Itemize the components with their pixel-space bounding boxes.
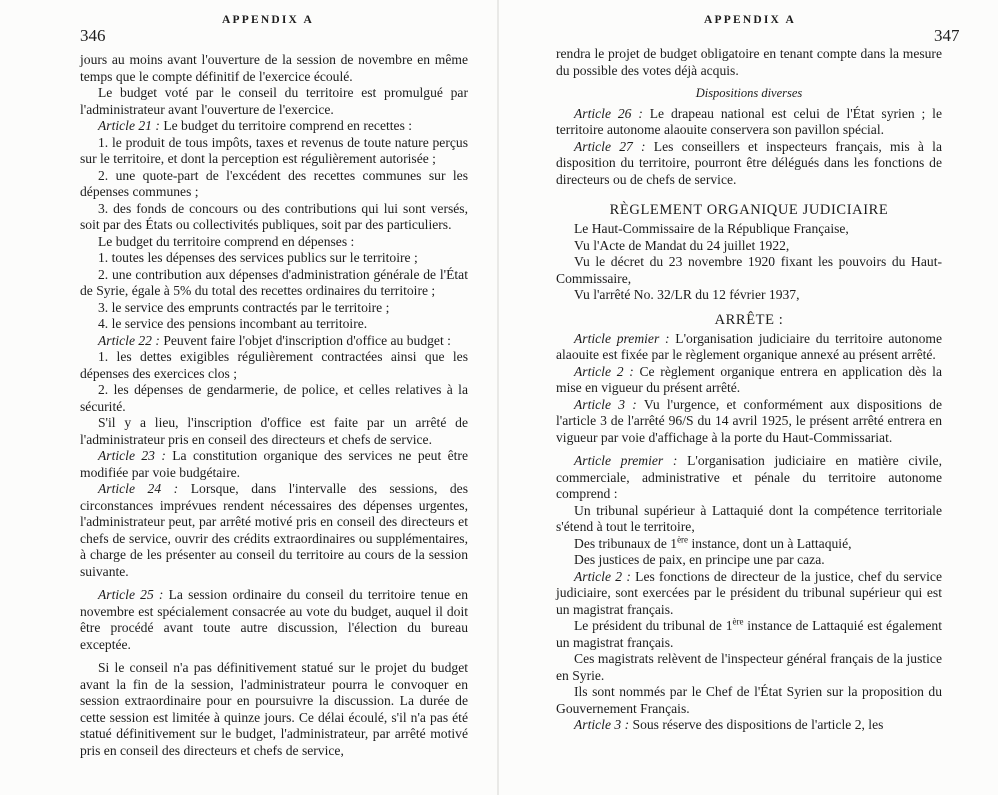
body-paragraph: Des justices de paix, en principe une par caza. [574,552,825,567]
left-text-column [80,52,468,759]
body-paragraph [80,168,468,201]
text-run: Le président du tribunal de 1 [574,618,733,633]
body-paragraph [80,135,468,168]
preamble-line: Vu le décret du 23 novembre 1920 fixant les pouvoirs du Haut-Commissaire, [556,254,942,286]
right-page [499,0,998,795]
article-text: Ce règlement organique entrera en application dès la mise en vigueur du présent arrêté. [556,363,942,395]
article-label: Article 27 : [574,138,646,154]
article-label: Article 25 : [98,587,164,602]
page-number: 347 [934,26,960,45]
page-number: 346 [80,26,106,45]
article-label: Article 2 : [574,568,631,584]
superscript: ère [677,533,689,544]
article-label: Article 22 : [98,332,160,348]
paragraph-text: 2. les dépenses de gendarmerie, de police, et celles relatives à la sécurité. [80,382,468,414]
body-paragraph [80,660,468,759]
paragraph-text: 1. les dettes exigibles régulièrement contractées ainsi que les dépenses des exercices clos ; [80,349,468,381]
article-label: Article 3 : [574,717,630,732]
preamble-line: Vu l'Acte de Mandat du 24 juillet 1922, [574,237,790,253]
article-text: Les fonctions de directeur de la justice, chef du service judiciaire, sont exercées par le président du tribunal supérieur qui est un magistrat français. [556,568,942,617]
article-text: Sous réserve des dispositions de l'article 2, les [629,717,884,732]
article-text: Le drapeau national est celui de l'État syrien ; le territoire autonome alaouite conservera son pavillon spécial. [556,105,942,137]
paragraph-text: 3. des fonds de concours ou des contributions qui lui sont versés, soit par des États ou collectivités publiques, soit par des particuliers. [80,200,468,232]
text-run: instance de Lattaquié est également un magistrat français. [556,618,942,650]
preamble-line: Le Haut-Commissaire de la République Française, [574,221,849,236]
article-paragraph [556,717,942,734]
paragraph-text: jours au moins avant l'ouverture de la session de novembre en même temps que le compte définitif de l'exercice écoulé. [80,52,468,84]
body-paragraph: Ils sont nommés par le Chef de l'État Syrien sur la proposition du Gouvernement Français. [556,684,942,716]
article-paragraph [80,481,468,580]
article-label: Article 26 : [574,105,643,121]
article-paragraph [556,364,942,397]
paragraph-text: S'il y a lieu, l'inscription d'office est faite par un arrêté de l'administrateur pris en conseil des directeurs et chefs de service. [80,415,468,447]
article-paragraph [556,139,942,189]
paragraph-text: 3. le service des emprunts contractés par le territoire ; [98,299,390,315]
paragraph-text: 2. une quote-part de l'excédent des recettes communes sur les dépenses communes ; [80,167,468,199]
arrete-heading: ARRÊTE : [714,311,784,328]
article-label: Article 2 : [574,363,634,379]
paragraph-text: Peuvent faire l'objet d'inscription d'office au budget : [159,332,451,348]
paragraph-text: 1. toutes les dépenses des services publics sur le territoire ; [98,250,418,265]
article-text: Vu l'urgence, et conformément aux dispositions de l'article 3 de l'arrêté 96/S du 14 avril 1925, le présent arrêté entrera en vigueur par voie d'affichage à la porte du Haut-Commissariat. [556,396,942,445]
paragraph-text: Lorsque, dans l'intervalle des sessions, des circonstances imprévues rendent nécessaires des dépenses urgentes, l'administrateur peut, par arrêté motivé pris en conseil des directeurs et chefs de service, ouvrir des crédits extraordinaires ou supplémentaires, à charge de les présenter au conseil du territoire au cours de la session suivante. [80,481,468,579]
article-text: L'organisation judiciaire en matière civile, commerciale, administrative et pénale du territoire autonome comprend : [556,453,942,501]
preamble-line: Vu l'arrêté No. 32/LR du 12 février 1937, [574,287,800,302]
paragraph-text: Si le conseil n'a pas définitivement statué sur le projet du budget avant la fin de la session, l'administrateur pourra le convoquer en session extraordinaire pour en poursuivre la discussion. La durée de cette session est limitée à quinze jours. Ce délai écoulé, s'il n'a pas été statué définitivement sur le budget, l'administrateur, par arrêté motivé pris en conseil des directeurs et chefs de service, [80,660,468,758]
paragraph-text: 4. le service des pensions incombant au territoire. [98,316,368,331]
article-label: Article premier : [574,453,678,468]
body-paragraph [80,316,468,333]
running-header: APPENDIX A [704,14,796,26]
article-paragraph [556,397,942,447]
body-paragraph: Ces magistrats relèvent de l'inspecteur général français de la justice en Syrie. [556,651,942,683]
body-paragraph [80,300,468,317]
body-paragraph [80,85,468,118]
paragraph-text: 2. une contribution aux dépenses d'administration générale de l'État de Syrie, égale à 5% du total des recettes ordinaires du territoire ; [80,266,468,298]
paragraph-text: Le budget voté par le conseil du territoire est promulgué par l'administrateur avant l'ouverture de l'exercice. [80,85,468,117]
paragraph-text: La constitution organique des services ne peut être modifiée par voie budgétaire. [80,448,468,480]
body-paragraph [80,382,468,415]
article-label: Article 21 : [98,118,160,133]
text-run: Des tribunaux de 1 [574,535,678,551]
body-paragraph [80,234,468,251]
article-paragraph [80,587,468,653]
article-paragraph [556,569,942,619]
body-paragraph [556,533,942,553]
body-paragraph [80,201,468,234]
article-label: Article premier : [574,330,670,346]
article-text: Les conseillers et inspecteurs français, mis à la disposition du territoire, pourront être délégués dans les fonctions de directeurs ou de chefs de service. [556,138,942,187]
body-paragraph [80,250,468,267]
section-subheading: Dispositions diverses [695,86,803,100]
article-paragraph [80,118,468,135]
body-paragraph: Un tribunal supérieur à Lattaquié dont la compétence territoriale s'étend à tout le territoire, [556,502,942,534]
body-paragraph [80,267,468,300]
body-paragraph [556,618,942,651]
superscript: ère [732,616,744,627]
article-label: Article 3 : [574,396,637,412]
paragraph-text: 1. le produit de tous impôts, taxes et revenus de toute nature perçus sur le territoire, et dont la perception est régulièrement autorisée ; [80,134,468,166]
article-paragraph [556,331,942,364]
body-paragraph [80,415,468,448]
article-label: Article 23 : [98,448,166,463]
paragraph-text: Le budget du territoire comprend en dépenses : [98,233,355,249]
body-paragraph [80,52,468,85]
article-paragraph [556,453,942,503]
paragraph-text: Le budget du territoire comprend en recettes : [159,118,413,133]
section-heading: RÈGLEMENT ORGANIQUE JUDICIAIRE [609,202,889,218]
running-header: APPENDIX A [222,14,314,26]
continuation-paragraph: rendra le projet de budget obligatoire en tenant compte dans la mesure du possible des votes déjà acquis. [556,46,942,78]
paragraph-text: La session ordinaire du conseil du territoire tenue en novembre est spécialement consacrée au vote du budget, auquel il doit être procédé avant toute autre discussion, l'élection du bureau exceptée. [80,587,468,652]
article-paragraph [80,333,468,350]
body-paragraph [80,349,468,382]
article-text: L'organisation judiciaire du territoire autonome alaouite est fixée par le règlement organique annexé au présent arrêté. [556,330,942,362]
article-paragraph [80,448,468,481]
right-text-column [556,46,942,734]
article-label: Article 24 : [98,481,179,496]
article-paragraph [556,106,942,139]
text-run: instance, dont un à Lattaquié, [688,535,852,551]
